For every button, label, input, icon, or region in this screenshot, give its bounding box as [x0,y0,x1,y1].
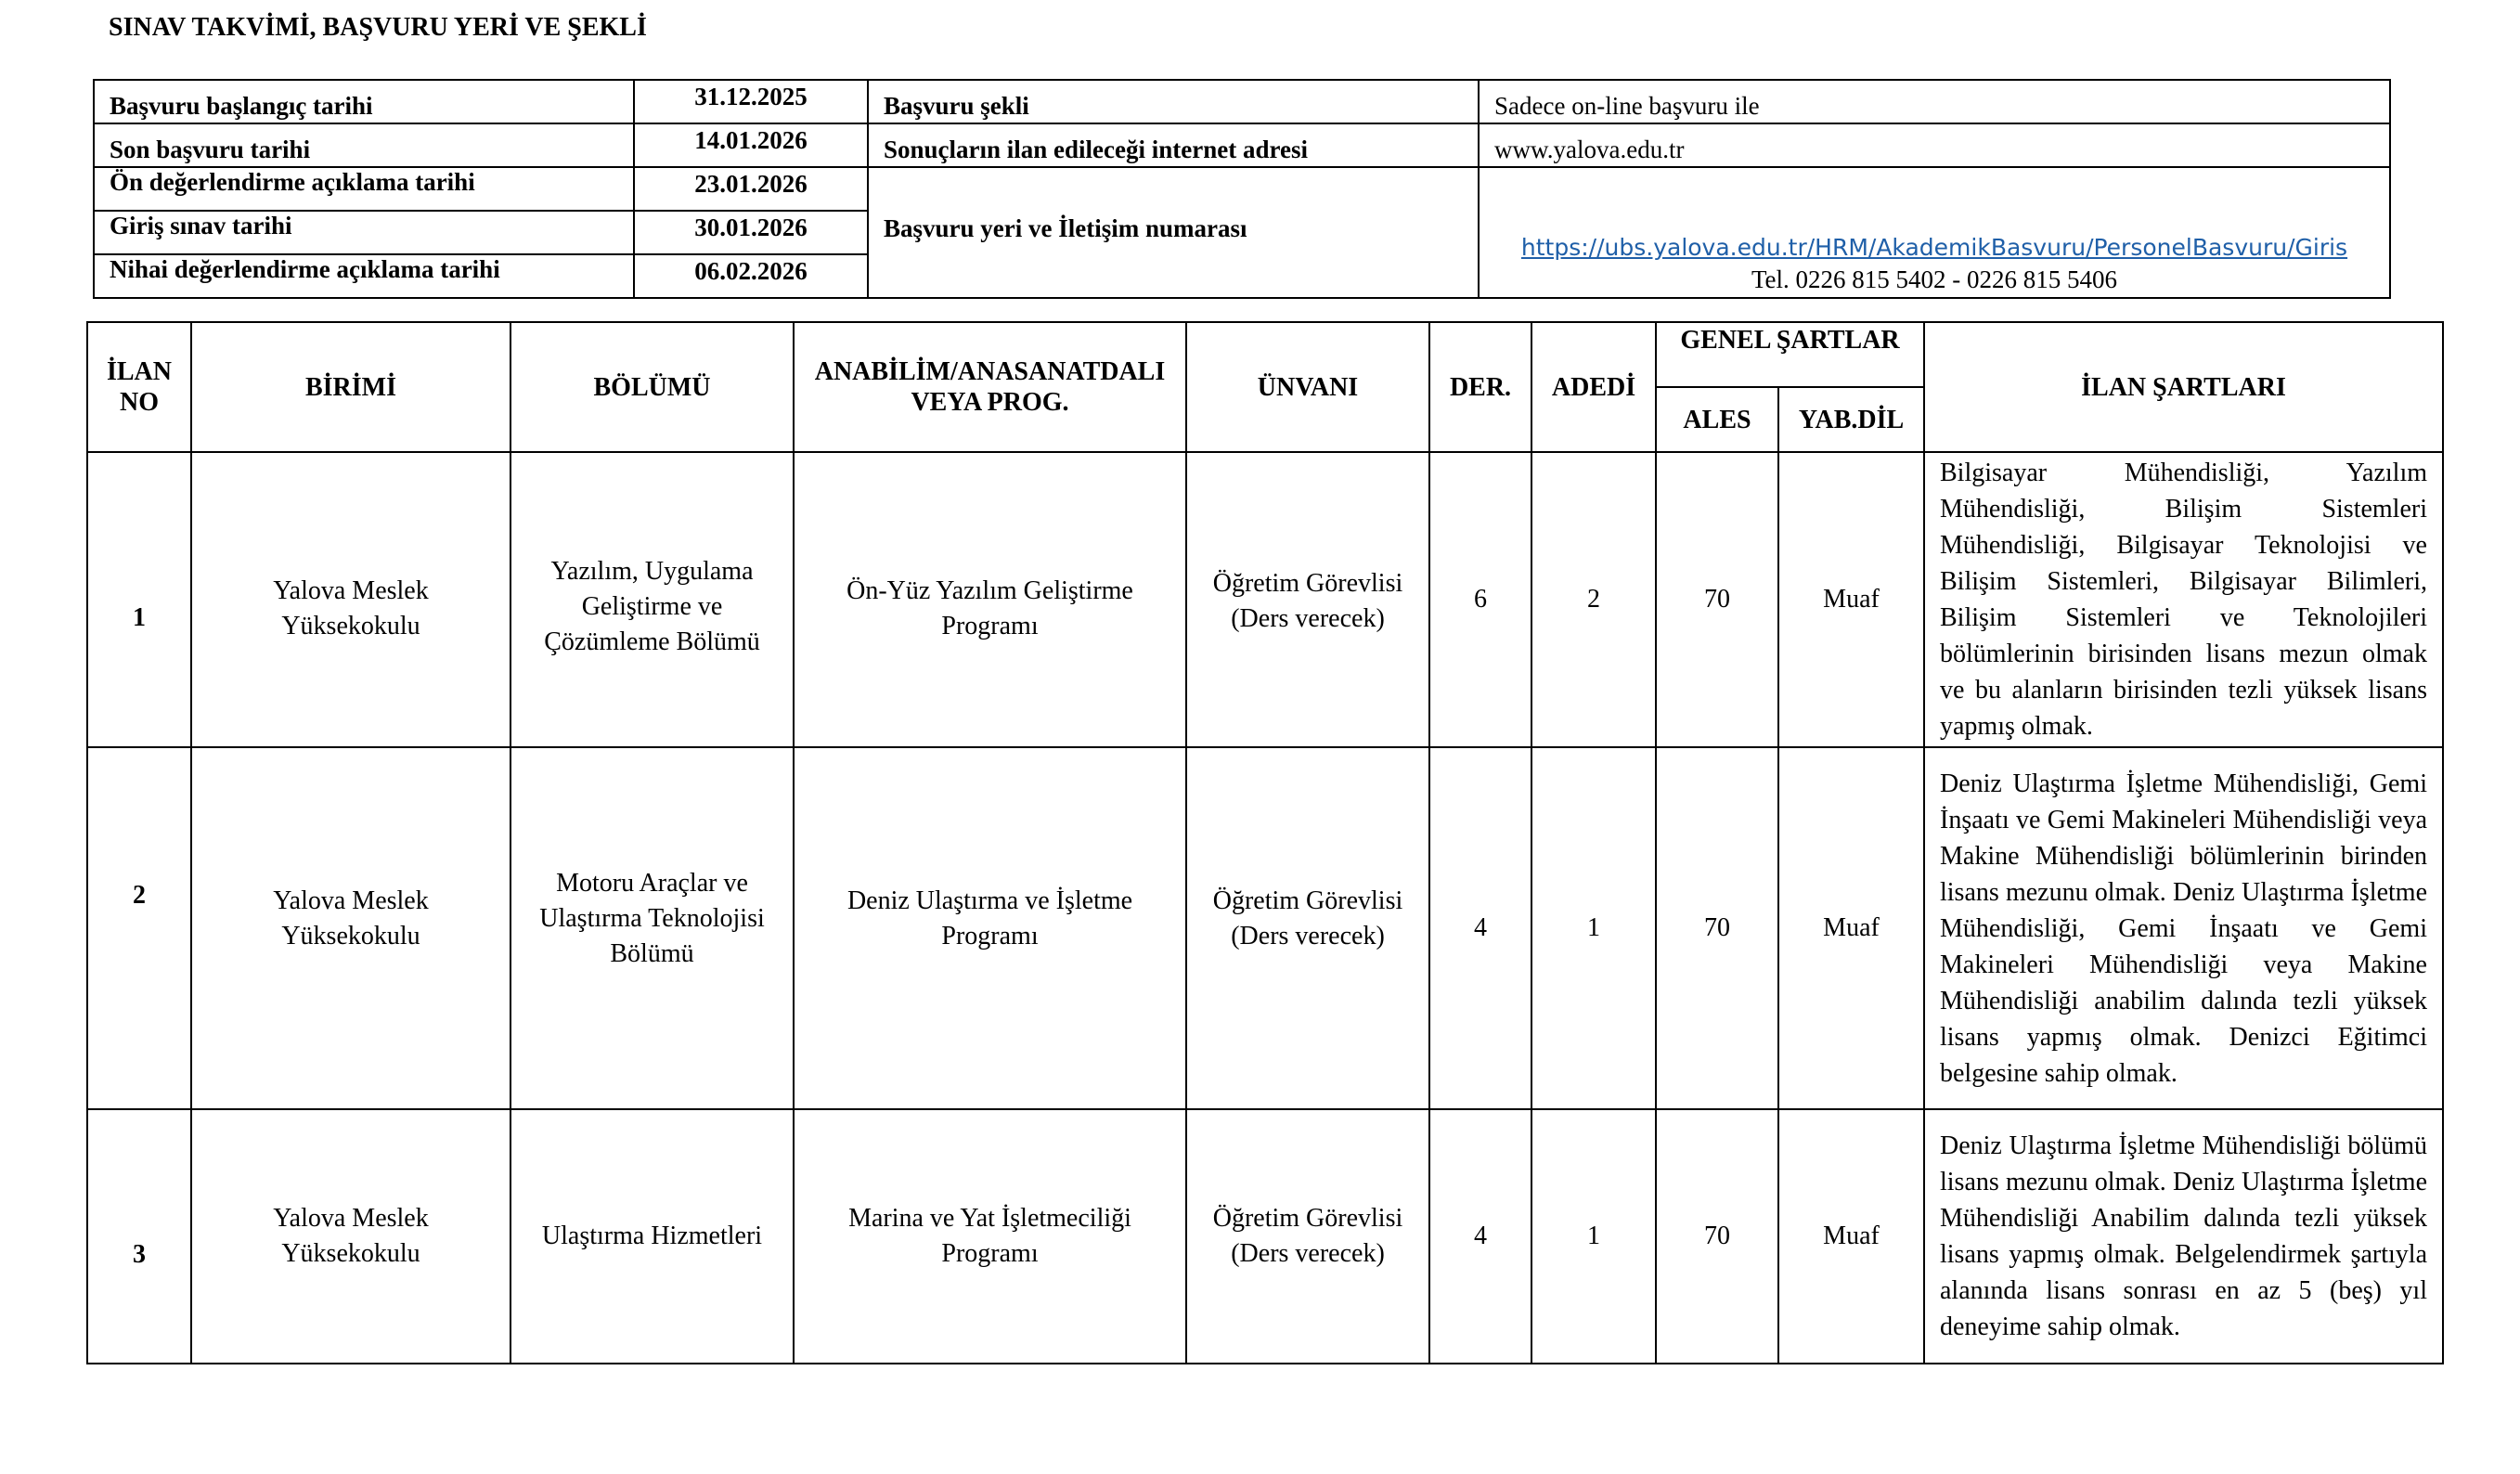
listing-der: 4 [1429,747,1531,1109]
schedule-date: 30.01.2026 [634,211,868,254]
table-row [87,1109,2443,1364]
schedule-label: Son başvuru tarihi [94,123,634,167]
listing-yab-dil: Muaf [1778,452,1924,747]
schedule-date: 14.01.2026 [634,123,868,167]
listing-bolumu: Yazılım, Uygulama Geliştirme ve Çözümleme Bölümü [510,452,794,747]
listing-bolumu: Motoru Araçlar ve Ulaştırma Teknolojisi Bölümü [510,747,794,1109]
header-yab-dil: YAB.DİL [1778,387,1924,452]
table-header-row [87,322,2443,387]
header-genel-sartlar: GENEL ŞARTLAR [1656,322,1924,387]
listing-unvani: Öğretim Görevlisi (Ders verecek) [1186,1109,1429,1364]
table-row [94,80,2390,123]
listing-birimi: Yalova Meslek Yüksekokulu [191,452,510,747]
listing-birimi: Yalova Meslek Yüksekokulu [191,1109,510,1364]
schedule-label: Giriş sınav tarihi [94,211,634,254]
application-method-value: Sadece on-line başvuru ile [1479,80,2390,123]
table-row [94,123,2390,167]
contact-cell [1479,167,2390,298]
listing-ales: 70 [1656,452,1778,747]
listing-adedi: 1 [1531,747,1656,1109]
results-address-value: www.yalova.edu.tr [1479,123,2390,167]
listing-adedi: 2 [1531,452,1656,747]
job-listings-table [86,321,2444,1364]
contact-phone: Tel. 0226 815 5402 - 0226 815 5406 [1751,265,2118,293]
table-row [87,747,2443,1109]
schedule-label: Nihai değerlendirme açıklama tarihi [94,254,634,298]
listing-no: 3 [87,1109,191,1364]
listing-yab-dil: Muaf [1778,747,1924,1109]
listing-anabilim: Marina ve Yat İşletmeciliği Programı [794,1109,1186,1364]
schedule-label: Ön değerlendirme açıklama tarihi [94,167,634,211]
schedule-date: 31.12.2025 [634,80,868,123]
page-title: SINAV TAKVİMİ, BAŞVURU YERİ VE ŞEKLİ [109,13,647,42]
listing-ales: 70 [1656,747,1778,1109]
listing-birimi: Yalova Meslek Yüksekokulu [191,747,510,1109]
schedule-date: 23.01.2026 [634,167,868,211]
schedule-label: Başvuru başlangıç tarihi [94,80,634,123]
schedule-date: 06.02.2026 [634,254,868,298]
table-row [87,452,2443,747]
listing-der: 6 [1429,452,1531,747]
listing-unvani: Öğretim Görevlisi (Ders verecek) [1186,452,1429,747]
header-ilan-sartlari: İLAN ŞARTLARI [1924,322,2443,452]
header-der: DER. [1429,322,1531,452]
header-anabilim: ANABİLİM/ANASANATDALI VEYA PROG. [794,322,1186,452]
listing-requirements: Bilgisayar Mühendisliği, Yazılım Mühendisliği, Bilişim Sistemleri Mühendisliği, Bilgisayar Teknolojisi ve Bilişim Sistemleri, Bilgisayar Bilimleri, Bilişim Sistemleri ve Teknolojileri bölümlerinin birisinden lisans mezun olmak ve bu alanların birisinden tezli yüksek lisans yapmış olmak. [1924,452,2443,747]
listing-ales: 70 [1656,1109,1778,1364]
application-method-label: Başvuru şekli [868,80,1479,123]
listing-requirements: Deniz Ulaştırma İşletme Mühendisliği, Gemi İnşaatı ve Gemi Makineleri Mühendisliği veya Makine Mühendisliği bölümlerinin birinden lisans mezunu olmak. Deniz Ulaştırma İşletme Mühendisliği, Gemi İnşaatı ve Gemi Makineleri Mühendisliği veya Makine Mühendisliği anabilim dalında tezli yüksek lisans yapmış olmak. Denizci Eğitimci belgesine sahip olmak. [1924,747,2443,1109]
contact-label: Başvuru yeri ve İletişim numarası [868,167,1479,298]
listing-anabilim: Ön-Yüz Yazılım Geliştirme Programı [794,452,1186,747]
listing-der: 4 [1429,1109,1531,1364]
listing-bolumu: Ulaştırma Hizmetleri [510,1109,794,1364]
table-row [94,167,2390,211]
exam-schedule-table [93,79,2391,299]
header-adedi: ADEDİ [1531,322,1656,452]
listing-no: 1 [87,452,191,747]
listing-adedi: 1 [1531,1109,1656,1364]
listing-yab-dil: Muaf [1778,1109,1924,1364]
listing-no: 2 [87,747,191,1109]
listing-requirements: Deniz Ulaştırma İşletme Mühendisliği bölümü lisans mezunu olmak. Deniz Ulaştırma İşletme Mühendisliği Anabilim dalında tezli yüksek lisans yapmış olmak. Belgelendirmek şartıyla alanında lisans sonrası en az 5 (beş) yıl deneyime sahip olmak. [1924,1109,2443,1364]
header-bolumu: BÖLÜMÜ [510,322,794,452]
header-unvani: ÜNVANI [1186,322,1429,452]
application-link[interactable]: https://ubs.yalova.edu.tr/HRM/AkademikBasvuru/PersonelBasvuru/Giris [1520,234,2348,261]
header-ilan-no: İLAN NO [87,322,191,452]
results-address-label: Sonuçların ilan edileceği internet adresi [868,123,1479,167]
header-ales: ALES [1656,387,1778,452]
header-birimi: BİRİMİ [191,322,510,452]
listing-anabilim: Deniz Ulaştırma ve İşletme Programı [794,747,1186,1109]
listing-unvani: Öğretim Görevlisi (Ders verecek) [1186,747,1429,1109]
